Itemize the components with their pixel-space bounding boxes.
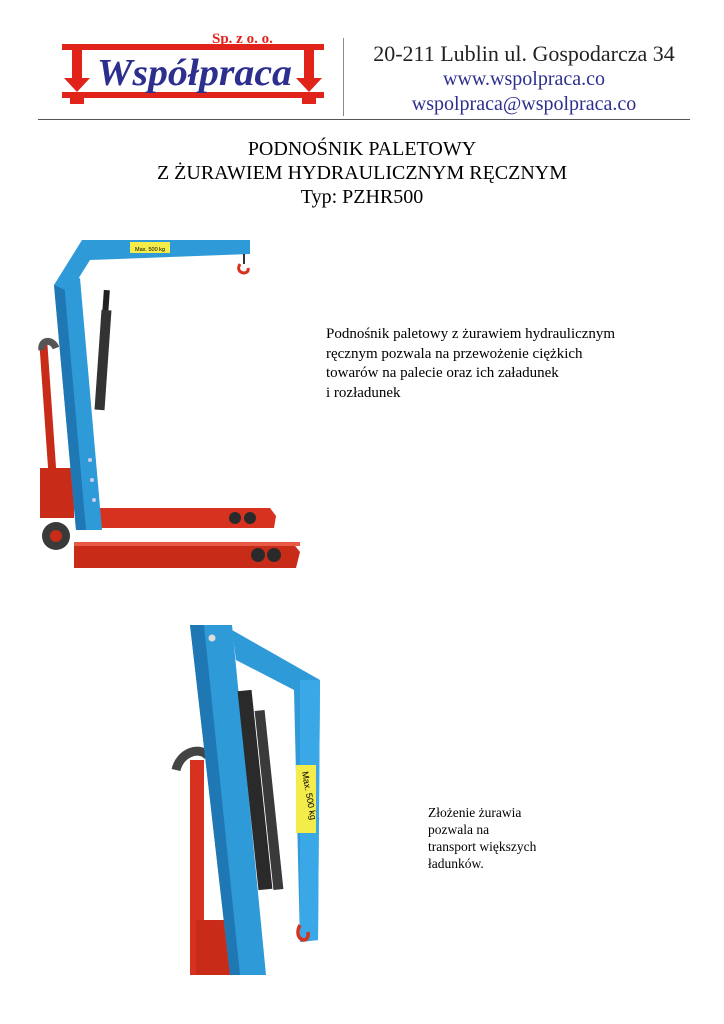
description-line-2: ręcznym pozwala na przewożenie ciężkich [326, 345, 583, 362]
crane-extended-photo [30, 230, 310, 575]
logo-text: Współpraca [97, 52, 292, 94]
company-address: 20-211 Lublin ul. Gospodarcza 34 [373, 41, 675, 66]
folded-note-line-3: transport większych [428, 839, 537, 854]
description-line-3: towarów na palecie oraz ich załadunek [326, 365, 559, 381]
company-email[interactable]: wspolpraca@wspolpraca.co [411, 93, 637, 115]
folded-crane-note [428, 804, 578, 872]
description-line-4: i rozładunek [326, 384, 401, 401]
photo2-load-label: Max. 500 kg [300, 770, 319, 821]
logo-suffix: Sp. z o. o. [212, 31, 273, 47]
title-line-2: Z ŻURAWIEM HYDRAULICZNYM RĘCZNYM [156, 162, 568, 184]
folded-note-line-4: ładunków. [428, 856, 484, 871]
product-title [0, 137, 724, 209]
header-vertical-divider [343, 38, 344, 116]
title-line-1: PODNOŚNIK PALETOWY [247, 138, 477, 160]
product-description [326, 325, 686, 403]
company-website[interactable]: www.wspolpraca.co [443, 68, 605, 90]
description-line-1: Podnośnik paletowy z żurawiem hydraulicznym [326, 326, 616, 342]
title-line-3: Typ: PZHR500 [300, 186, 424, 208]
contact-block [354, 40, 694, 117]
photo1-load-label: Max. 500 kg [135, 247, 165, 253]
header-horizontal-divider [38, 119, 690, 120]
folded-note-line-1: Złożenie żurawia [428, 805, 522, 820]
crane-folded-photo [160, 620, 340, 975]
folded-note-line-2: pozwala na [428, 822, 490, 837]
company-logo [62, 30, 324, 112]
